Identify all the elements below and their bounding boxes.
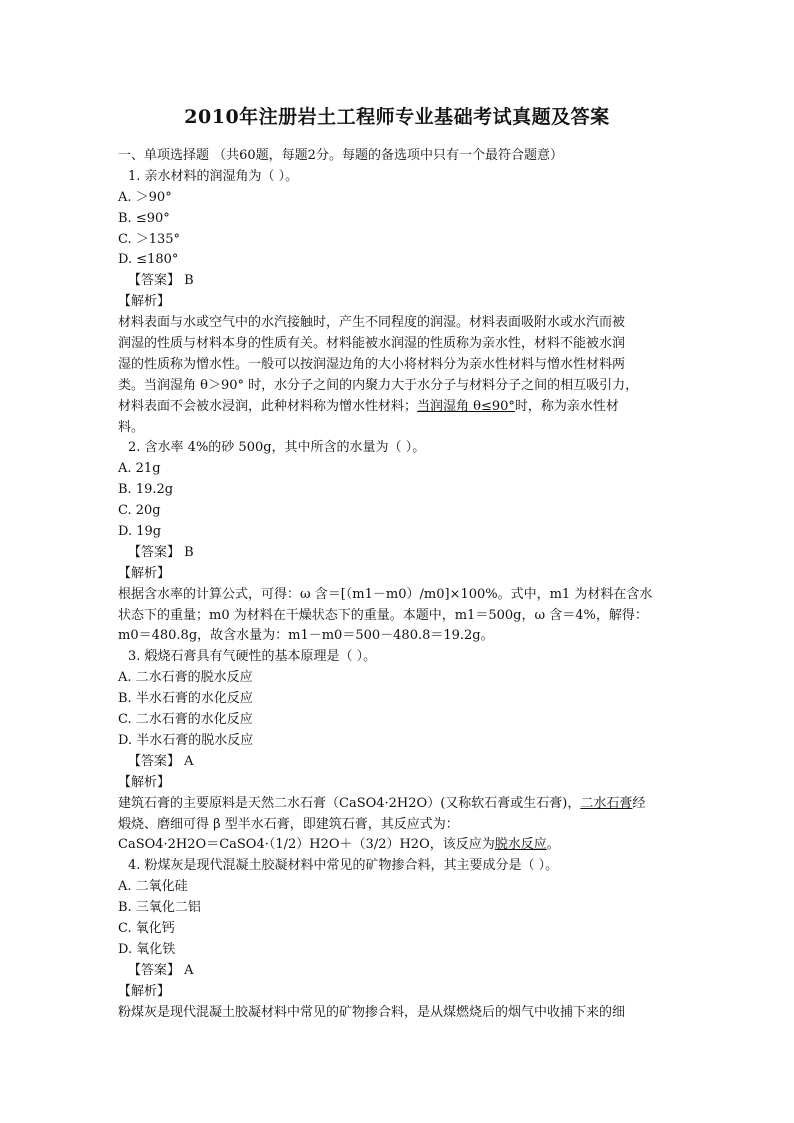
question-3-analysis-line <box>118 794 678 815</box>
question-1-analysis-label: 【解析】 <box>118 294 171 310</box>
document-title: 2010年注册岩土工程师专业基础考试真题及答案 <box>184 106 610 128</box>
answer-value: A <box>184 962 194 978</box>
analysis-text: CaSO4·2H2O＝CaSO4·（1/2）H2O＋（3/2）H2O，该反应为 <box>118 837 495 853</box>
answer-label: 【答案】 <box>128 753 181 769</box>
question-1-option-b: B. ≤90° <box>118 210 170 226</box>
question-4-analysis-line: 粉煤灰是现代混凝土胶凝材料中常见的矿物掺合料，是从煤燃烧后的烟气中收捕下来的细 <box>118 1004 626 1020</box>
question-4-stem: 4. 粉煤灰是现代混凝土胶凝材料中常见的矿物掺合料，其主要成分是（ ）。 <box>128 858 559 874</box>
underlined-text: 二水石膏 <box>580 795 633 811</box>
question-3-stem: 3. 煅烧石膏具有气硬性的基本原理是（ ）。 <box>128 649 377 665</box>
question-1-stem: 1. 亲水材料的润湿角为（ ）。 <box>128 168 299 184</box>
question-3-option-b: B. 半水石膏的水化反应 <box>118 691 253 707</box>
question-2-analysis-line: 状态下的重量；m0 为材料在干燥状态下的重量。本题中，m1＝500g，ω 含＝4%，解得： <box>118 607 648 623</box>
analysis-text: 时，称为亲水性材 <box>514 398 619 414</box>
question-3-analysis-label: 【解析】 <box>118 774 171 790</box>
answer-label: 【答案】 <box>128 544 181 560</box>
section-header: 一、单项选择题 （共60题，每题2分。每题的备选项中只有一个最符合题意） <box>118 148 563 163</box>
question-1-analysis-line: 湿的性质称为憎水性。一般可以按润湿边角的大小将材料分为亲水性材料与憎水性材料两 <box>118 356 626 372</box>
question-2-option-c: C. 20g <box>118 503 161 519</box>
question-2-analysis-line: m0＝480.8g，故含水量为：m1－m0＝500－480.8＝19.2g。 <box>118 628 494 644</box>
underlined-text: 脱水反应 <box>494 837 547 853</box>
question-2-analysis-label: 【解析】 <box>118 565 171 581</box>
analysis-text: 建筑石膏的主要原料是天然二水石膏（CaSO4·2H2O）(又称软石膏或生石膏)， <box>118 795 581 811</box>
question-4-option-b: B. 三氧化二铝 <box>118 900 201 916</box>
question-2-option-d: D. 19g <box>118 524 162 540</box>
question-3-option-d: D. 半水石膏的脱水反应 <box>118 732 254 748</box>
document-body <box>118 146 678 1023</box>
question-4-option-a: A. 二氧化硅 <box>118 879 188 895</box>
question-1-option-a: A. ＞90° <box>118 189 172 205</box>
question-1-option-c: C. ＞135° <box>118 231 181 247</box>
question-1-analysis-line: 材料表面与水或空气中的水汽接触时，产生不同程度的润湿。材料表面吸附水或水汽而被 <box>118 315 626 331</box>
question-4-option-c: C. 氧化钙 <box>118 920 175 936</box>
question-2-analysis-line: 根据含水率的计算公式，可得：ω 含＝[（m1－m0）/m0]×100%。式中，m1 为材料在含水 <box>118 586 653 602</box>
question-3-option-c: C. 二水石膏的水化反应 <box>118 712 253 728</box>
analysis-text: 经 <box>632 795 646 811</box>
question-2-answer <box>118 543 678 564</box>
question-4-analysis-label: 【解析】 <box>118 983 171 999</box>
answer-value: A <box>184 753 194 769</box>
question-1-analysis-line: 料。 <box>118 419 145 435</box>
answer-label: 【答案】 <box>128 962 181 978</box>
question-1-analysis-line: 润湿的性质与材料本身的性质有关。材料能被水润湿的性质称为亲水性，材料不能被水润 <box>118 336 626 352</box>
analysis-text: 。 <box>546 837 560 853</box>
question-2-option-a: A. 21g <box>118 461 161 477</box>
question-3-analysis-line <box>118 835 678 856</box>
question-1-answer <box>118 271 678 292</box>
question-4-answer <box>118 961 678 982</box>
question-3-analysis-line: 煅烧、磨细可得 β 型半水石膏，即建筑石膏，其反应式为： <box>118 816 459 832</box>
question-3-answer <box>118 752 678 773</box>
question-1-option-d: D. ≤180° <box>118 252 179 268</box>
answer-value: B <box>184 544 194 560</box>
question-3-option-a: A. 二水石膏的脱水反应 <box>118 670 253 686</box>
analysis-text: 材料表面不会被水浸润，此种材料称为憎水性材料； <box>118 398 418 414</box>
question-1-analysis-line <box>118 397 678 418</box>
underlined-text: 当润湿角 θ≤90° <box>417 398 515 414</box>
answer-label: 【答案】 <box>128 273 181 289</box>
question-2-stem: 2. 含水率 4%的砂 500g，其中所含的水量为（ ）。 <box>128 440 426 456</box>
question-4-option-d: D. 氧化铁 <box>118 941 176 957</box>
question-2-option-b: B. 19.2g <box>118 482 174 498</box>
question-1-analysis-line: 类。当润湿角 θ＞90° 时，水分子之间的内聚力大于水分子与材料分子之间的相互吸引力， <box>118 377 639 393</box>
answer-value: B <box>184 273 194 289</box>
